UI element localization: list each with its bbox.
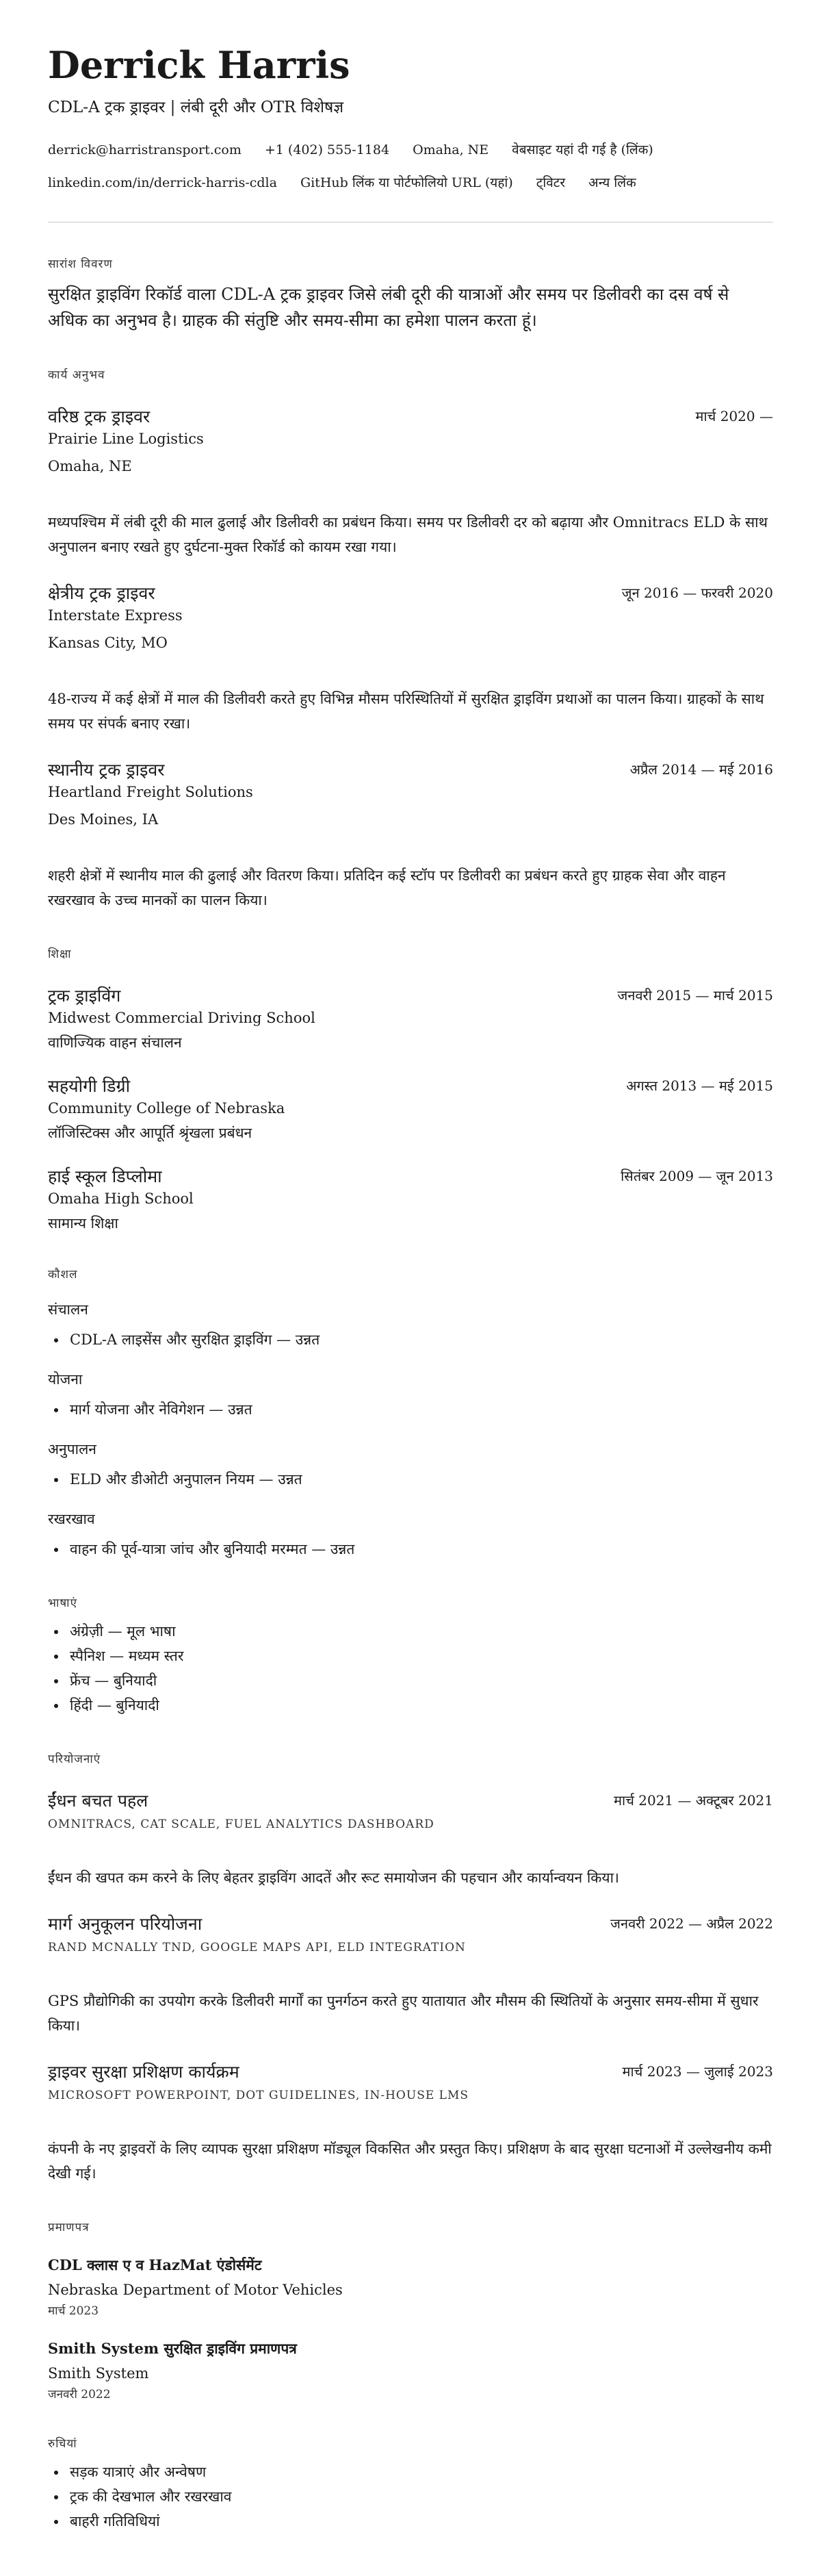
- language-item: • हिंदी — बुनियादी: [67, 1693, 773, 1718]
- job-title: वरिष्ठ ट्रक ड्राइवर: [48, 407, 151, 426]
- language-item: • स्पैनिश — मध्यम स्तर: [67, 1644, 773, 1668]
- skill-group-name: रखरखाव: [48, 1511, 95, 1527]
- certification-name: Smith System सुरक्षित ड्राइविंग प्रमाणपत्र: [48, 2340, 297, 2357]
- skill-group: [48, 1440, 773, 1492]
- headline: CDL-A ट्रक ड्राइवर | लंबी दूरी और OTR विशेषज्ञ: [48, 99, 344, 116]
- certifications-heading: प्रमाणपत्र: [48, 2221, 90, 2234]
- project-tech: MICROSOFT POWERPOINT, DOT GUIDELINES, IN-HOUSE LMS: [48, 2089, 469, 2102]
- project-name: मार्ग अनुकूलन परियोजना: [48, 1914, 203, 1934]
- education-field: लॉजिस्टिक्स और आपूर्ति श्रृंखला प्रबंधन: [48, 1125, 252, 1141]
- project-entry: [48, 1913, 773, 2038]
- project-dates: मार्च 2023 — जुलाई 2023: [622, 2063, 773, 2080]
- job-dates: जून 2016 — फरवरी 2020: [621, 585, 773, 601]
- language-item: • फ्रेंच — बुनियादी: [67, 1668, 773, 1693]
- skills-heading: कौशल: [48, 1268, 78, 1281]
- certification-entry: [48, 2256, 773, 2319]
- job-location: Kansas City, MO: [48, 635, 168, 651]
- job-description: 48-राज्य में कई क्षेत्रों में माल की डिलीवरी करते हुए विभिन्न मौसम परिस्थितियों में सुरक्षित ड्राइविंग प्रथाओं का पालन किया। ग्राहकों के साथ समय पर संपर्क बनाए रखा।: [48, 691, 764, 732]
- education-dates: अगस्त 2013 — मई 2015: [626, 1077, 773, 1094]
- job-location: Des Moines, IA: [48, 811, 159, 828]
- job-entry: [48, 583, 773, 736]
- job-dates: मार्च 2020 —: [695, 408, 773, 424]
- education-school: Community College of Nebraska: [48, 1100, 285, 1117]
- project-entry: [48, 1790, 773, 1890]
- skill-item: • ELD और डीओटी अनुपालन नियम — उन्नत: [67, 1467, 773, 1492]
- skill-item: • CDL-A लाइसेंस और सुरक्षित ड्राइविंग — उन्नत: [67, 1327, 773, 1352]
- location-text: Omaha, NE: [413, 142, 489, 157]
- education-school: Omaha High School: [48, 1190, 194, 1207]
- job-company: Prairie Line Logistics: [48, 431, 204, 447]
- education-entry: [48, 1166, 773, 1233]
- linkedin-link[interactable]: linkedin.com/in/derrick-harris-cdla: [48, 175, 277, 190]
- certification-date: मार्च 2023: [48, 2304, 99, 2318]
- education-field: सामान्य शिक्षा: [48, 1215, 118, 1232]
- contact-row-primary: [48, 141, 773, 159]
- project-description: ईंधन की खपत कम करने के लिए बेहतर ड्राइविंग आदतें और रूट समायोजन की पहचान और कार्यान्वयन किया।: [48, 1870, 619, 1886]
- skill-group: [48, 1370, 773, 1422]
- candidate-name: Derrick Harris: [48, 43, 350, 87]
- education-entry: [48, 1075, 773, 1143]
- project-tech: OMNITRACS, CAT SCALE, FUEL ANALYTICS DASHBOARD: [48, 1818, 434, 1831]
- education-school: Midwest Commercial Driving School: [48, 1010, 315, 1026]
- job-description: शहरी क्षेत्रों में स्थानीय माल की ढुलाई और वितरण किया। प्रतिदिन कई स्टॉप पर डिलीवरी का प्रबंधन करते हुए ग्राहक सेवा और वाहन रखरखाव के उच्च मानकों का पालन किया।: [48, 867, 726, 908]
- certification-entry: [48, 2339, 773, 2402]
- job-company: Heartland Freight Solutions: [48, 784, 253, 800]
- summary-text: सुरक्षित ड्राइविंग रिकॉर्ड वाला CDL-A ट्रक ड्राइवर जिसे लंबी दूरी की यात्राओं और समय पर डिलीवरी का दस वर्ष से अधिक का अनुभव है। ग्राहक की संतुष्टि और समय-सीमा का हमेशा पालन करता हूं।: [48, 285, 729, 330]
- education-degree: ट्रक ड्राइविंग: [48, 986, 121, 1006]
- languages-heading: भाषाएं: [48, 1596, 77, 1610]
- languages-list: [48, 1619, 773, 1718]
- project-name: ईंधन बचत पहल: [48, 1791, 148, 1811]
- job-title: स्थानीय ट्रक ड्राइवर: [48, 760, 165, 780]
- email-link[interactable]: derrick@harristransport.com: [48, 142, 242, 157]
- job-entry: [48, 406, 773, 559]
- interest-item: • ट्रक की देखभाल और रखरखाव: [67, 2484, 773, 2509]
- education-dates: जनवरी 2015 — मार्च 2015: [617, 987, 773, 1004]
- education-field: वाणिज्यिक वाहन संचालन: [48, 1034, 182, 1051]
- skill-group-name: अनुपालन: [48, 1441, 96, 1457]
- certification-name: CDL क्लास ए व HazMat एंडोर्समेंट: [48, 2256, 262, 2273]
- projects-heading: परियोजनाएं: [48, 1752, 101, 1766]
- job-company: Interstate Express: [48, 607, 183, 624]
- education-heading: शिक्षा: [48, 947, 72, 961]
- certification-date: जनवरी 2022: [48, 2388, 111, 2401]
- project-entry: [48, 2061, 773, 2186]
- job-description: मध्यपश्चिम में लंबी दूरी की माल ढुलाई और डिलीवरी का प्रबंधन किया। समय पर डिलीवरी दर को बढ़ाया और Omnitracs ELD के साथ अनुपालन बनाए रखते हुए दुर्घटना-मुक्त रिकॉर्ड को कायम रखा गया।: [48, 514, 768, 555]
- job-dates: अप्रैल 2014 — मई 2016: [629, 761, 773, 778]
- certification-issuer: Smith System: [48, 2365, 149, 2382]
- project-dates: मार्च 2021 — अक्टूबर 2021: [614, 1792, 773, 1809]
- project-dates: जनवरी 2022 — अप्रैल 2022: [610, 1915, 773, 1932]
- education-entry: [48, 985, 773, 1052]
- language-item: • अंग्रेज़ी — मूल भाषा: [67, 1619, 773, 1644]
- other-link[interactable]: अन्य लिंक: [588, 175, 636, 190]
- summary-heading: सारांश विवरण: [48, 257, 113, 271]
- project-description: कंपनी के नए ड्राइवरों के लिए व्यापक सुरक्षा प्रशिक्षण मॉड्यूल विकसित और प्रस्तुत किए। प्रशिक्षण के बाद सुरक्षा घटनाओं में उल्लेखनीय कमी देखी गई।: [48, 2141, 772, 2182]
- skill-group-name: संचालन: [48, 1301, 88, 1318]
- job-location: Omaha, NE: [48, 458, 132, 474]
- skill-group: [48, 1509, 773, 1561]
- education-degree: सहयोगी डिग्री: [48, 1076, 131, 1096]
- website-link[interactable]: वेबसाइट यहां दी गई है (लिंक): [512, 142, 653, 157]
- project-name: ड्राइवर सुरक्षा प्रशिक्षण कार्यक्रम: [48, 2062, 239, 2082]
- skill-item: • मार्ग योजना और नेविगेशन — उन्नत: [67, 1397, 773, 1422]
- education-degree: हाई स्कूल डिप्लोमा: [48, 1166, 162, 1186]
- github-link[interactable]: GitHub लिंक या पोर्टफोलियो URL (यहां): [300, 175, 513, 190]
- education-dates: सितंबर 2009 — जून 2013: [621, 1168, 773, 1184]
- phone-number[interactable]: +1 (402) 555-1184: [264, 142, 390, 157]
- project-description: GPS प्रौद्योगिकी का उपयोग करके डिलीवरी मार्गों का पुनर्गठन करते हुए यातायात और मौसम की स्थितियों के अनुसार समय-सीमा में सुधार किया।: [48, 1993, 759, 2034]
- job-title: क्षेत्रीय ट्रक ड्राइवर: [48, 583, 155, 603]
- skill-group: [48, 1300, 773, 1352]
- interest-item: • सड़क यात्राएं और अन्वेषण: [67, 2460, 773, 2484]
- certification-issuer: Nebraska Department of Motor Vehicles: [48, 2282, 343, 2298]
- contact-row-secondary: [48, 174, 773, 192]
- skill-group-name: योजना: [48, 1371, 83, 1388]
- skill-item: • वाहन की पूर्व-यात्रा जांच और बुनियादी मरम्मत — उन्नत: [67, 1537, 773, 1561]
- interests-heading: रुचियां: [48, 2437, 77, 2451]
- twitter-link[interactable]: ट्विटर: [536, 175, 566, 190]
- experience-heading: कार्य अनुभव: [48, 368, 105, 382]
- project-tech: RAND MCNALLY TND, GOOGLE MAPS API, ELD INTEGRATION: [48, 1941, 466, 1954]
- job-entry: [48, 759, 773, 913]
- interests-list: [48, 2460, 773, 2534]
- interest-item: • बाहरी गतिविधियां: [67, 2509, 773, 2534]
